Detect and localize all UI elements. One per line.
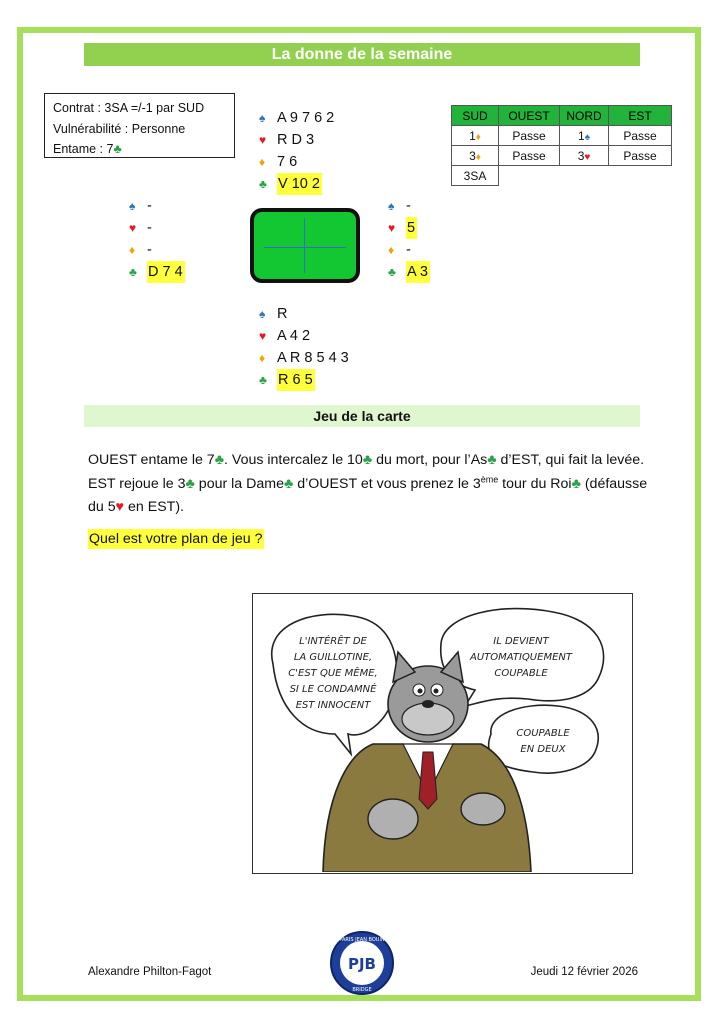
club-icon: ♣	[487, 452, 497, 468]
logo-ring-top: PARIS JEAN BOUIN	[339, 937, 385, 943]
question-prompt: Quel est votre plan de jeu ?	[89, 531, 263, 547]
spade-icon: ♠	[584, 131, 590, 143]
west-spades: -	[147, 198, 152, 214]
club-icon: ♣	[259, 177, 267, 191]
south-diamonds: A R 8 5 4 3	[277, 350, 349, 366]
bid-cell: 3♥	[560, 146, 609, 166]
bubble3-line2: EN DEUX	[520, 744, 566, 755]
header-nord: NORD	[560, 106, 609, 126]
diamond-icon: ♦	[475, 151, 481, 163]
north-spades: A 9 7 6 2	[277, 110, 335, 126]
heart-icon: ♥	[388, 221, 396, 235]
bidding-header-row	[452, 106, 672, 126]
bubble1-line1: L'INTÉRÊT DE	[299, 636, 367, 647]
bubble3-line1: COUPABLE	[516, 728, 570, 739]
north-hand	[259, 107, 334, 195]
spade-icon: ♠	[259, 111, 266, 125]
bid-cell: 3♦	[452, 146, 499, 166]
diamond-icon: ♦	[475, 131, 481, 143]
south-clubs: R 6 5	[277, 369, 315, 391]
heart-icon: ♥	[584, 151, 591, 163]
bidding-row	[452, 146, 672, 166]
club-icon: ♣	[259, 373, 267, 387]
club-icon: ♣	[283, 475, 294, 492]
south-hand	[259, 303, 349, 391]
club-icon: ♣	[362, 452, 373, 468]
page-title: La donne de la semaine	[84, 43, 640, 66]
section-title: Jeu de la carte	[84, 405, 640, 427]
bidding-row	[452, 166, 672, 186]
lead-text: Entame : 7	[53, 142, 114, 156]
club-icon: ♣	[388, 265, 396, 279]
contract-line: Contrat : 3SA =/-1 par SUD	[53, 101, 205, 115]
diamond-icon: ♦	[259, 155, 266, 169]
header-est: EST	[609, 106, 672, 126]
logo-ring-bottom: BRIDGE	[352, 987, 372, 993]
south-spades: R	[277, 306, 288, 322]
bubble1-line5: EST INNOCENT	[295, 700, 371, 711]
bid-cell: Passe	[499, 146, 560, 166]
header-sud: SUD	[452, 106, 499, 126]
lead-line	[53, 139, 234, 160]
bubble1-line4: SI LE CONDAMNÉ	[289, 684, 377, 695]
west-hand	[129, 195, 185, 283]
east-hearts: 5	[406, 217, 417, 239]
bid-cell: 3SA	[452, 166, 499, 186]
spade-icon: ♠	[259, 307, 266, 321]
east-clubs: A 3	[406, 261, 430, 283]
diamond-icon: ♦	[129, 243, 136, 257]
bubble2-line2: AUTOMATIQUEMENT	[470, 652, 572, 663]
spade-icon: ♠	[129, 199, 136, 213]
bubble2-line1: IL DEVIENT	[493, 636, 549, 647]
bubble1-line2: LA GUILLOTINE,	[293, 652, 373, 663]
heart-icon: ♥	[259, 133, 267, 147]
heart-icon: ♥	[129, 221, 137, 235]
contract-box	[44, 93, 235, 158]
club-icon: ♣	[185, 475, 195, 492]
bid-cell: Passe	[609, 126, 672, 146]
play-narrative: OUEST entame le 7♣. Vous intercalez le 10♣ du mort, pour l’As♣ d’EST, qui fait la levée. EST rejoue le 3♣ pour la Dame♣ d’OUEST et vous prenez le 3ème tour du Roi♣ (défausse du 5♥ en EST).	[88, 452, 648, 515]
logo-text: PJB	[347, 955, 377, 973]
bidding-row	[452, 126, 672, 146]
bid-cell: Passe	[609, 146, 672, 166]
south-hearts: A 4 2	[277, 328, 311, 344]
east-hand	[388, 195, 430, 283]
table-divider	[264, 247, 346, 248]
club-icon: ♣	[571, 475, 581, 492]
heart-icon: ♥	[259, 329, 267, 343]
club-icon: ♣	[214, 452, 225, 468]
west-clubs: D 7 4	[147, 261, 185, 283]
east-spades: -	[406, 198, 411, 214]
club-logo-icon	[329, 930, 395, 996]
cat-cartoon-illustration	[253, 594, 631, 872]
table-divider	[304, 218, 305, 273]
north-hearts: R D 3	[277, 132, 315, 148]
vulnerability-line: Vulnérabilité : Personne	[53, 121, 186, 136]
footer-date: Jeudi 12 février 2026	[530, 966, 638, 978]
bridge-table	[250, 208, 360, 283]
west-hearts: -	[147, 220, 152, 236]
bid-cell: 1♦	[452, 126, 499, 146]
club-icon: ♣	[129, 265, 137, 279]
bubble2-line3: COUPABLE	[494, 668, 548, 679]
bid-cell: Passe	[499, 126, 560, 146]
west-diamonds: -	[147, 242, 152, 258]
bubble1-line3: C'EST QUE MÊME,	[288, 668, 378, 679]
club-icon: ♣	[113, 142, 122, 156]
north-diamonds: 7 6	[277, 154, 298, 170]
cartoon-image	[252, 593, 633, 874]
footer-author: Alexandre Philton-Fagot	[88, 966, 212, 978]
east-diamonds: -	[406, 242, 411, 258]
bidding-table	[451, 105, 672, 186]
header-ouest: OUEST	[499, 106, 560, 126]
diamond-icon: ♦	[259, 351, 266, 365]
heart-icon: ♥	[115, 499, 125, 515]
spade-icon: ♠	[388, 199, 395, 213]
north-clubs: V 10 2	[277, 173, 322, 195]
bid-cell: 1♠	[560, 126, 609, 146]
diamond-icon: ♦	[388, 243, 395, 257]
